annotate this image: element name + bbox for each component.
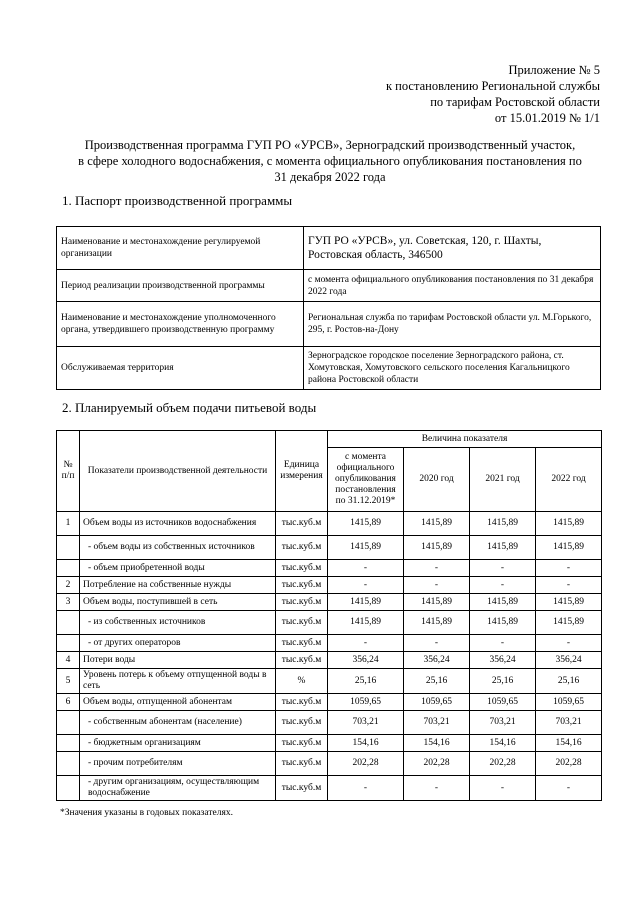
cell-value-2022: 154,16 bbox=[536, 735, 602, 752]
cell-value-2022: 1415,89 bbox=[536, 512, 602, 536]
header-value-group: Величина показателя bbox=[328, 431, 602, 448]
passport-value: Зерноградское городское поселение Зерноградского района, ст. Хомутовская, Хомутовского сельского поселения Кагальницкого района Ростовской области bbox=[304, 347, 601, 390]
cell-indicator: Объем воды, поступившей в сеть bbox=[80, 594, 276, 611]
cell-num bbox=[57, 611, 80, 635]
passport-value: ГУП РО «УРСВ», ул. Советская, 120, г. Шахты, Ростовская область, 346500 bbox=[304, 227, 601, 270]
cell-indicator: Объем воды из источников водоснабжения bbox=[80, 512, 276, 536]
cell-value-period: - bbox=[328, 577, 404, 594]
cell-value-2021: 25,16 bbox=[470, 669, 536, 694]
cell-indicator: - собственным абонентам (население) bbox=[80, 711, 276, 735]
cell-value-2022: 703,21 bbox=[536, 711, 602, 735]
cell-value-2021: 1059,65 bbox=[470, 694, 536, 711]
section-1-heading: 1. Паспорт производственной программы bbox=[62, 193, 293, 208]
cell-value-period: - bbox=[328, 635, 404, 652]
cell-num: 5 bbox=[57, 669, 80, 694]
cell-value-2020: 703,21 bbox=[404, 711, 470, 735]
passport-key: Наименование и местонахождение уполномоченного органа, утвердившего производственную программу bbox=[57, 302, 304, 347]
table-row bbox=[57, 512, 602, 536]
cell-num bbox=[57, 560, 80, 577]
header-col-2021: 2021 год bbox=[470, 448, 536, 512]
cell-value-2020: - bbox=[404, 635, 470, 652]
cell-num: 1 bbox=[57, 512, 80, 536]
cell-value-2022: 1059,65 bbox=[536, 694, 602, 711]
section-2-heading: 2. Планируемый объем подачи питьевой воды bbox=[62, 400, 317, 415]
cell-num bbox=[57, 752, 80, 776]
cell-unit: тыс.куб.м bbox=[276, 652, 328, 669]
cell-value-2021: 1415,89 bbox=[470, 594, 536, 611]
cell-num bbox=[57, 711, 80, 735]
cell-value-period: 1059,65 bbox=[328, 694, 404, 711]
cell-unit: тыс.куб.м bbox=[276, 694, 328, 711]
cell-num: 3 bbox=[57, 594, 80, 611]
cell-indicator: Объем воды, отпущенной абонентам bbox=[80, 694, 276, 711]
passport-row bbox=[57, 347, 601, 390]
cell-value-2022: - bbox=[536, 635, 602, 652]
cell-unit: тыс.куб.м bbox=[276, 711, 328, 735]
table-row bbox=[57, 635, 602, 652]
cell-unit: тыс.куб.м bbox=[276, 560, 328, 577]
cell-value-2020: 25,16 bbox=[404, 669, 470, 694]
cell-value-2022: - bbox=[536, 560, 602, 577]
table-row bbox=[57, 752, 602, 776]
cell-unit: тыс.куб.м bbox=[276, 577, 328, 594]
cell-value-2022: - bbox=[536, 577, 602, 594]
cell-indicator: - бюджетным организациям bbox=[80, 735, 276, 752]
cell-value-period: 356,24 bbox=[328, 652, 404, 669]
table-row bbox=[57, 669, 602, 694]
table-row bbox=[57, 711, 602, 735]
table-row bbox=[57, 735, 602, 752]
appendix-line-2: к постановлению Региональной службы bbox=[385, 79, 600, 93]
header-col-2022: 2022 год bbox=[536, 448, 602, 512]
passport-table bbox=[56, 226, 601, 390]
cell-indicator: - другим организациям, осуществляющим водоснабжение bbox=[80, 776, 276, 801]
cell-unit: тыс.куб.м bbox=[276, 635, 328, 652]
cell-value-2021: 1415,89 bbox=[470, 536, 536, 560]
volume-table bbox=[56, 430, 602, 801]
passport-key: Обслуживаемая территория bbox=[57, 347, 304, 390]
cell-value-period: 1415,89 bbox=[328, 536, 404, 560]
title-line-3: 31 декабря 2022 года bbox=[274, 170, 386, 184]
volume-table-body bbox=[57, 512, 602, 801]
appendix-line-3: по тарифам Ростовской области bbox=[430, 95, 600, 109]
cell-value-period: 1415,89 bbox=[328, 611, 404, 635]
header-col-period: с момента официального опубликования постановления по 31.12.2019* bbox=[328, 448, 404, 512]
table-row bbox=[57, 536, 602, 560]
table-row bbox=[57, 577, 602, 594]
passport-key: Период реализации производственной программы bbox=[57, 270, 304, 302]
appendix-header bbox=[386, 62, 600, 126]
cell-value-2022: 25,16 bbox=[536, 669, 602, 694]
table-row bbox=[57, 776, 602, 801]
cell-unit: тыс.куб.м bbox=[276, 512, 328, 536]
cell-value-2020: - bbox=[404, 776, 470, 801]
table-row bbox=[57, 611, 602, 635]
cell-value-period: 202,28 bbox=[328, 752, 404, 776]
cell-indicator: - из собственных источников bbox=[80, 611, 276, 635]
cell-num: 4 bbox=[57, 652, 80, 669]
cell-value-2021: 703,21 bbox=[470, 711, 536, 735]
cell-value-period: 1415,89 bbox=[328, 594, 404, 611]
cell-num bbox=[57, 635, 80, 652]
cell-indicator: - объем приобретенной воды bbox=[80, 560, 276, 577]
table-row bbox=[57, 594, 602, 611]
cell-indicator: Уровень потерь к объему отпущенной воды в сеть bbox=[80, 669, 276, 694]
cell-value-2022: 356,24 bbox=[536, 652, 602, 669]
cell-value-period: 25,16 bbox=[328, 669, 404, 694]
cell-num: 2 bbox=[57, 577, 80, 594]
cell-value-2022: - bbox=[536, 776, 602, 801]
table-row bbox=[57, 560, 602, 577]
passport-value: с момента официального опубликования постановления по 31 декабря 2022 года bbox=[304, 270, 601, 302]
cell-value-2021: 202,28 bbox=[470, 752, 536, 776]
cell-value-2020: 202,28 bbox=[404, 752, 470, 776]
passport-row bbox=[57, 270, 601, 302]
cell-value-period: 703,21 bbox=[328, 711, 404, 735]
cell-value-2021: 154,16 bbox=[470, 735, 536, 752]
cell-value-2021: 1415,89 bbox=[470, 512, 536, 536]
cell-value-2020: 154,16 bbox=[404, 735, 470, 752]
cell-unit: тыс.куб.м bbox=[276, 611, 328, 635]
header-num: № п/п bbox=[57, 431, 80, 512]
title-line-1: Производственная программа ГУП РО «УРСВ», Зерноградский производственный участок, bbox=[84, 138, 576, 152]
document-title bbox=[56, 137, 604, 185]
cell-indicator: - объем воды из собственных источников bbox=[80, 536, 276, 560]
passport-row bbox=[57, 227, 601, 270]
header-col-2020: 2020 год bbox=[404, 448, 470, 512]
appendix-line-4: от 15.01.2019 № 1/1 bbox=[494, 111, 600, 125]
table-row bbox=[57, 652, 602, 669]
cell-value-2021: - bbox=[470, 635, 536, 652]
cell-num bbox=[57, 735, 80, 752]
header-indicator: Показатели производственной деятельности bbox=[80, 431, 276, 512]
cell-indicator: - от других операторов bbox=[80, 635, 276, 652]
cell-num bbox=[57, 776, 80, 801]
cell-value-2021: - bbox=[470, 577, 536, 594]
header-unit: Единица измерения bbox=[276, 431, 328, 512]
cell-value-period: 1415,89 bbox=[328, 512, 404, 536]
cell-value-2022: 1415,89 bbox=[536, 594, 602, 611]
appendix-line-1: Приложение № 5 bbox=[508, 63, 600, 77]
cell-value-2021: 1415,89 bbox=[470, 611, 536, 635]
cell-num bbox=[57, 536, 80, 560]
cell-value-2020: - bbox=[404, 577, 470, 594]
cell-indicator: Потребление на собственные нужды bbox=[80, 577, 276, 594]
header-row bbox=[57, 431, 602, 448]
cell-unit: % bbox=[276, 669, 328, 694]
cell-num: 6 bbox=[57, 694, 80, 711]
cell-unit: тыс.куб.м bbox=[276, 752, 328, 776]
cell-value-2020: 356,24 bbox=[404, 652, 470, 669]
table-row bbox=[57, 694, 602, 711]
cell-unit: тыс.куб.м bbox=[276, 594, 328, 611]
title-line-2: в сфере холодного водоснабжения, с момента официального опубликования постановления по bbox=[78, 154, 582, 168]
cell-value-2021: 356,24 bbox=[470, 652, 536, 669]
cell-value-2020: 1059,65 bbox=[404, 694, 470, 711]
footnote: *Значения указаны в годовых показателях. bbox=[60, 808, 234, 818]
cell-value-period: - bbox=[328, 560, 404, 577]
cell-value-2021: - bbox=[470, 776, 536, 801]
cell-indicator: Потери воды bbox=[80, 652, 276, 669]
cell-value-2022: 202,28 bbox=[536, 752, 602, 776]
passport-value: Региональная служба по тарифам Ростовской области ул. М.Горького, 295, г. Ростов-на-Дону bbox=[304, 302, 601, 347]
passport-row bbox=[57, 302, 601, 347]
cell-value-2020: 1415,89 bbox=[404, 512, 470, 536]
cell-value-period: 154,16 bbox=[328, 735, 404, 752]
cell-value-period: - bbox=[328, 776, 404, 801]
cell-value-2020: - bbox=[404, 560, 470, 577]
cell-value-2020: 1415,89 bbox=[404, 594, 470, 611]
cell-indicator: - прочим потребителям bbox=[80, 752, 276, 776]
passport-key: Наименование и местонахождение регулируемой организации bbox=[57, 227, 304, 270]
cell-value-2020: 1415,89 bbox=[404, 611, 470, 635]
cell-value-2020: 1415,89 bbox=[404, 536, 470, 560]
cell-unit: тыс.куб.м bbox=[276, 735, 328, 752]
cell-unit: тыс.куб.м bbox=[276, 536, 328, 560]
cell-value-2022: 1415,89 bbox=[536, 611, 602, 635]
cell-unit: тыс.куб.м bbox=[276, 776, 328, 801]
cell-value-2021: - bbox=[470, 560, 536, 577]
cell-value-2022: 1415,89 bbox=[536, 536, 602, 560]
